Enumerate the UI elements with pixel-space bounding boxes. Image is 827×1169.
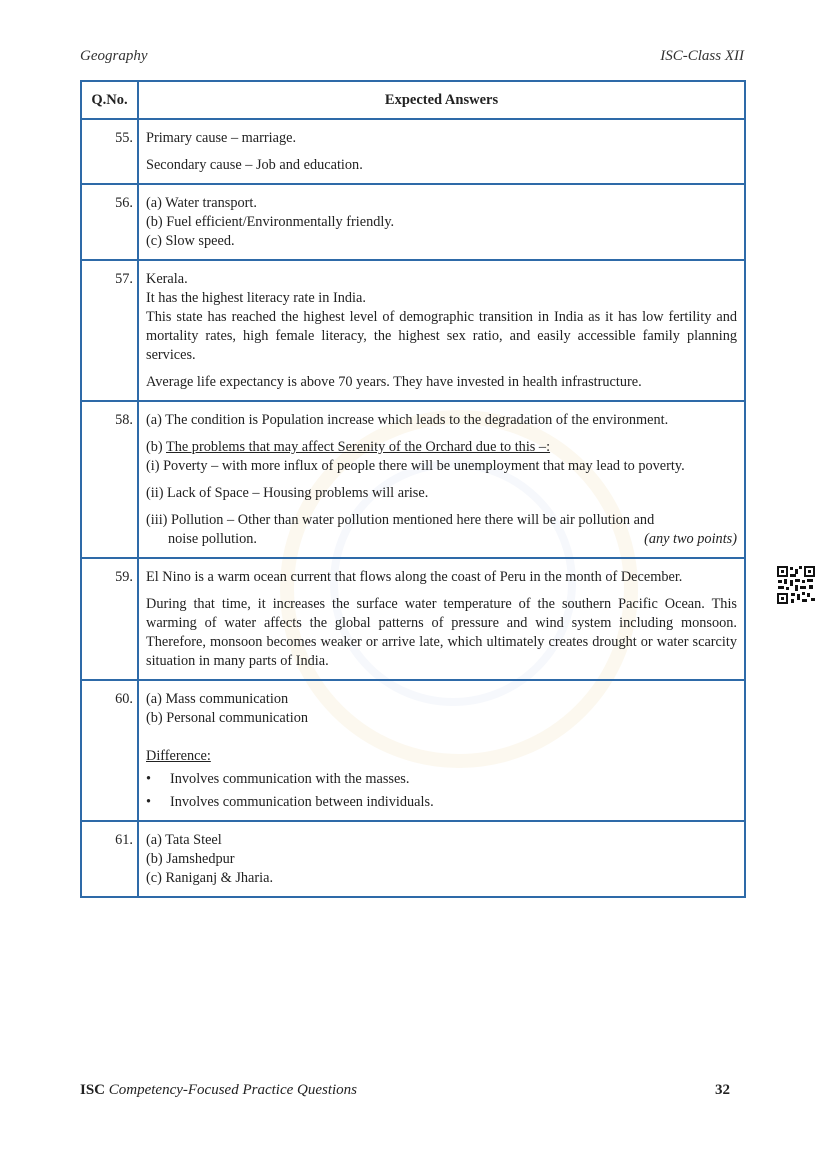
answer-line-heading [146,438,737,457]
difference-heading: Difference: [146,748,211,764]
question-number: 61. [81,821,138,897]
answer-cell [138,680,745,821]
answer-line: Primary cause – marriage. [146,130,297,146]
answer-line: Kerala. [146,271,188,287]
answer-cell [138,558,745,680]
question-number: 56. [81,184,138,260]
bullet-icon: • [146,794,152,810]
answer-cell [138,401,745,558]
question-number: 58. [81,401,138,558]
answer-line: It has the highest literacy rate in India. [146,290,366,306]
question-number: 57. [81,260,138,401]
answer-line: (c) Raniganj & Jharia. [146,870,274,886]
question-number: 60. [81,680,138,821]
footer-subtitle: Competency-Focused Practice Questions [108,1082,358,1098]
answer-cell [138,119,745,184]
table-row [81,821,745,897]
marking-note: (any two points) [644,531,737,547]
list-item [146,770,737,789]
answer-line: (b) Jamshedpur [146,851,235,867]
answer-line: El Nino is a warm ocean current that flows along the coast of Peru in the month of December. [146,569,683,585]
list-item-text: Involves communication between individuals. [170,794,434,810]
header-answers: Expected Answers [138,81,745,119]
answer-line: (c) Slow speed. [146,233,235,249]
header-subject: Geography [80,48,148,64]
answer-line: noise pollution. [168,531,257,547]
table-row [81,119,745,184]
part-label: (b) [146,439,163,455]
answer-line: Average life expectancy is above 70 years. They have invested in health infrastructure. [146,374,642,390]
answer-line: (i) Poverty – with more influx of people there will be unemployment that may lead to poverty. [146,458,685,474]
table-row [81,184,745,260]
answer-line-continued [146,530,737,549]
bullet-icon: • [146,771,152,787]
footer-brand: ISC [80,1082,106,1098]
answer-line: During that time, it increases the surface water temperature of the southern Pacific Ocean. This warming of water affects the global patterns of pressure and wind system including monsoon. Therefore, monsoon becomes weaker or arrive late, which ultimately creates drought or water scarcity situation in many parts of India. [146,596,737,669]
table-row [81,260,745,401]
answer-cell [138,260,745,401]
table-row [81,680,745,821]
page-number: 32 [715,1082,730,1098]
footer-title [80,1082,357,1099]
answer-cell [138,184,745,260]
table-row [81,401,745,558]
question-number: 55. [81,119,138,184]
answer-cell [138,821,745,897]
answer-line: (b) Fuel efficient/Environmentally friendly. [146,214,395,230]
question-number: 59. [81,558,138,680]
qr-code-icon[interactable] [776,565,816,605]
answer-line: (iii) Pollution – Other than water pollution mentioned here there will be air pollution and [146,512,655,528]
answer-line: (b) Personal communication [146,710,308,726]
answer-line: This state has reached the highest level of demographic transition in India as it has low fertility and mortality rates, high female literacy, the highest sex ratio, and easily accessible family planning services. [146,309,737,363]
answer-line: (ii) Lack of Space – Housing problems will arise. [146,485,429,501]
list-item [146,793,737,812]
problems-heading: The problems that may affect Serenity of the Orchard due to this –: [166,439,551,455]
answer-line: (a) Tata Steel [146,832,222,848]
answer-line: (a) Mass communication [146,691,289,707]
answer-line: (a) The condition is Population increase which leads to the degradation of the environment. [146,412,669,428]
table-row [81,558,745,680]
answer-line: Secondary cause – Job and education. [146,157,363,173]
table-header-row [81,81,745,119]
header-class: ISC-Class XII [660,48,744,64]
answer-line: (a) Water transport. [146,195,257,211]
answers-table [80,80,746,898]
list-item-text: Involves communication with the masses. [170,771,410,787]
header-qno: Q.No. [81,81,138,119]
